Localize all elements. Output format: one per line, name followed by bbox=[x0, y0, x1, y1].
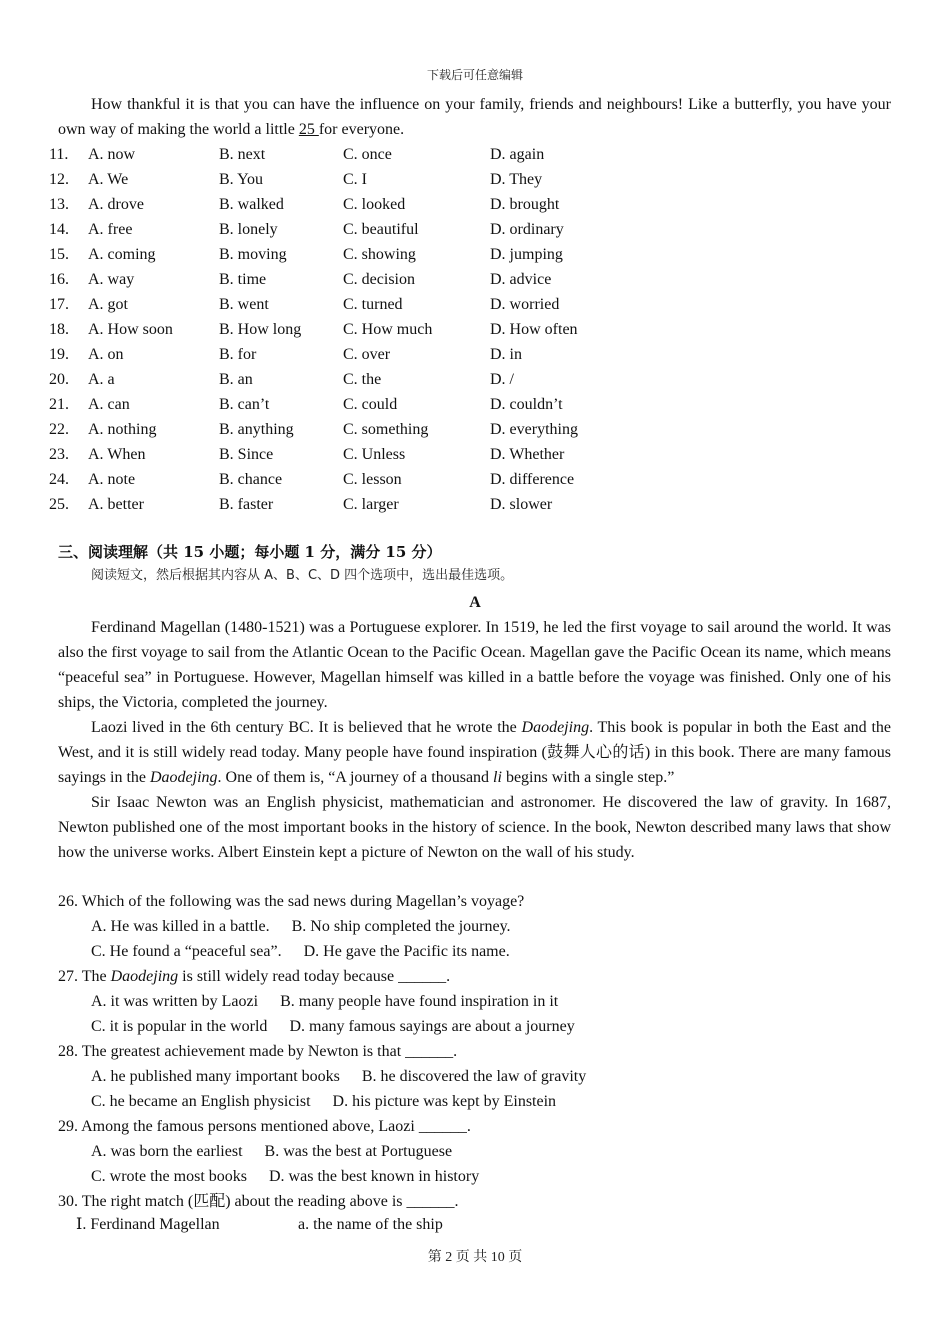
question-number: 14. bbox=[49, 221, 69, 238]
option-c: C. over bbox=[343, 346, 391, 363]
option-a: A. a bbox=[88, 371, 115, 388]
option-a: A. When bbox=[88, 446, 146, 463]
option-c: C. wrote the most books bbox=[91, 1168, 247, 1185]
question-number: 24. bbox=[49, 471, 69, 488]
option-a: A. He was killed in a battle. bbox=[91, 918, 270, 935]
p2-text: begins with a single step.” bbox=[501, 769, 675, 786]
question-26: 26. Which of the following was the sad news during Magellan’s voyage? bbox=[58, 893, 525, 910]
question-29: 29. Among the famous persons mentioned above, Laozi ______. bbox=[58, 1118, 471, 1135]
option-b: B. for bbox=[219, 346, 257, 363]
question-number: 25. bbox=[49, 496, 69, 513]
option-b: B. an bbox=[219, 371, 253, 388]
option-a: A. note bbox=[88, 471, 136, 488]
cloze-question-row bbox=[0, 317, 950, 342]
option-a: A. he published many important books bbox=[91, 1068, 340, 1085]
option-a: A. can bbox=[88, 396, 130, 413]
option-c: C. beautiful bbox=[343, 221, 419, 238]
option-d: D. How often bbox=[490, 321, 578, 338]
cloze-question-row bbox=[0, 342, 950, 367]
cloze-question-row bbox=[0, 367, 950, 392]
option-d: D. worried bbox=[490, 296, 560, 313]
option-a: A. We bbox=[88, 171, 129, 188]
section-instruction: 阅读短文，然后根据其内容从 A、B、C、D 四个选项中，选出最佳选项。 bbox=[91, 568, 514, 583]
question-number: 23. bbox=[49, 446, 69, 463]
option-b: B. anything bbox=[219, 421, 294, 438]
option-a: A. it was written by Laozi bbox=[91, 993, 259, 1010]
question-number: 11. bbox=[49, 146, 69, 163]
question-number: 15. bbox=[49, 246, 69, 263]
option-d: D. his picture was kept by Einstein bbox=[332, 1093, 557, 1110]
cloze-question-row bbox=[0, 492, 950, 517]
match-left-item: Ⅰ. Ferdinand Magellan bbox=[76, 1216, 220, 1233]
option-b: B. Since bbox=[219, 446, 274, 463]
option-d: D. everything bbox=[490, 421, 578, 438]
question-28-options-row2 bbox=[91, 1089, 556, 1114]
option-a: A. drove bbox=[88, 196, 144, 213]
question-number: 18. bbox=[49, 321, 69, 338]
blank-25: 25 bbox=[298, 121, 319, 138]
option-a: A. now bbox=[88, 146, 136, 163]
option-d: D. Whether bbox=[490, 446, 565, 463]
cloze-question-row bbox=[0, 417, 950, 442]
option-b: B. chance bbox=[219, 471, 283, 488]
option-a: A. How soon bbox=[88, 321, 173, 338]
cloze-question-row bbox=[0, 192, 950, 217]
option-a: A. nothing bbox=[88, 421, 157, 438]
intro-text-end: for everyone. bbox=[318, 121, 405, 138]
question-26-options-row1 bbox=[91, 914, 511, 939]
option-d: D. many famous sayings are about a journey bbox=[289, 1018, 575, 1035]
option-d: D. He gave the Pacific its name. bbox=[303, 943, 510, 960]
question-28-options-row1 bbox=[91, 1064, 586, 1089]
option-b: B. moving bbox=[219, 246, 287, 263]
passage-paragraph-magellan: Ferdinand Magellan (1480-1521) was a Portuguese explorer. In 1519, he led the first voyage to sail around the world. It was also the first voyage to sail from the Atlantic Ocean to the Pacific Ocean. Magellan gave the Pacific Ocean its name, which means “peaceful sea” in Portuguese. However, Magellan himself was killed in a battle before the voyage was finished. Only one of his ships, the Victoria, completed the journey. bbox=[58, 619, 891, 711]
option-a: A. was born the earliest bbox=[91, 1143, 243, 1160]
question-27-options-row2 bbox=[91, 1014, 575, 1039]
option-c: C. the bbox=[343, 371, 382, 388]
option-a: A. free bbox=[88, 221, 133, 238]
question-number: 16. bbox=[49, 271, 69, 288]
option-c: C. looked bbox=[343, 196, 406, 213]
page-header: 下载后可任意编辑 bbox=[426, 68, 523, 82]
p2-unit: li bbox=[493, 769, 502, 786]
option-c: C. decision bbox=[343, 271, 415, 288]
question-number: 21. bbox=[49, 396, 69, 413]
section-title: 三、阅读理解（共 15 小题；每小题 1 分，满分 15 分） bbox=[58, 543, 442, 561]
option-b: B. many people have found inspiration in it bbox=[280, 993, 559, 1010]
option-c: C. could bbox=[343, 396, 398, 413]
option-b: B. No ship completed the journey. bbox=[291, 918, 511, 935]
passage-paragraph-laozi bbox=[58, 715, 891, 790]
q27-book-title: Daodejing bbox=[110, 968, 179, 985]
option-a: A. on bbox=[88, 346, 124, 363]
intro-paragraph bbox=[58, 92, 891, 142]
option-d: D. / bbox=[490, 371, 514, 388]
option-b: B. was the best at Portuguese bbox=[264, 1143, 453, 1160]
option-b: B. faster bbox=[219, 496, 274, 513]
cloze-question-row bbox=[0, 392, 950, 417]
option-d: D. jumping bbox=[490, 246, 563, 263]
question-number: 20. bbox=[49, 371, 69, 388]
option-c: C. showing bbox=[343, 246, 416, 263]
passage-label: A bbox=[469, 594, 481, 611]
question-number: 12. bbox=[49, 171, 69, 188]
question-26-options-row2 bbox=[91, 939, 510, 964]
option-b: B. walked bbox=[219, 196, 284, 213]
cloze-question-row bbox=[0, 467, 950, 492]
option-c: C. larger bbox=[343, 496, 399, 513]
question-27 bbox=[58, 964, 450, 989]
question-number: 13. bbox=[49, 196, 69, 213]
option-d: D. difference bbox=[490, 471, 575, 488]
p2-text: Laozi lived in the 6th century BC. It is believed that he wrote the bbox=[91, 719, 522, 736]
q27-text: is still widely read today because ______. bbox=[178, 968, 451, 985]
option-c: C. lesson bbox=[343, 471, 402, 488]
option-a: A. better bbox=[88, 496, 144, 513]
cloze-options-list bbox=[0, 142, 950, 517]
option-c: C. it is popular in the world bbox=[91, 1018, 268, 1035]
p2-text: . One of them is, “A journey of a thousand bbox=[217, 769, 494, 786]
cloze-question-row bbox=[0, 242, 950, 267]
option-c: C. turned bbox=[343, 296, 403, 313]
cloze-question-row bbox=[0, 292, 950, 317]
question-number: 22. bbox=[49, 421, 69, 438]
option-a: A. got bbox=[88, 296, 128, 313]
p2-text: . This book is popular in both the East and the West, and it is still widely read today. Many people have found inspiration (鼓舞人心的话) in this book. There are many famous sayings in the bbox=[58, 719, 891, 786]
option-b: B. can’t bbox=[219, 396, 270, 413]
option-b: B. went bbox=[219, 296, 269, 313]
q27-text: 27. The bbox=[58, 968, 111, 985]
p2-book-title: Daodejing bbox=[150, 769, 218, 786]
option-d: D. couldn’t bbox=[490, 396, 563, 413]
intro-text: How thankful it is that you can have the influence on your family, friends and neighbours! Like a butterfly, you have your own way of making the world a little bbox=[58, 96, 891, 138]
cloze-question-row bbox=[0, 442, 950, 467]
cloze-question-row bbox=[0, 167, 950, 192]
p2-book-title: Daodejing bbox=[521, 719, 590, 736]
question-number: 17. bbox=[49, 296, 69, 313]
option-b: B. lonely bbox=[219, 221, 278, 238]
option-b: B. next bbox=[219, 146, 266, 163]
cloze-question-row bbox=[0, 267, 950, 292]
option-b: B. How long bbox=[219, 321, 302, 338]
question-29-options-row2 bbox=[91, 1164, 479, 1189]
question-number: 19. bbox=[49, 346, 69, 363]
option-c: C. something bbox=[343, 421, 429, 438]
option-c: C. He found a “peaceful sea”. bbox=[91, 943, 282, 960]
option-d: D. ordinary bbox=[490, 221, 564, 238]
option-d: D. slower bbox=[490, 496, 553, 513]
option-d: D. again bbox=[490, 146, 545, 163]
question-27-options-row1 bbox=[91, 989, 558, 1014]
passage-paragraph-newton: Sir Isaac Newton was an English physicist, mathematician and astronomer. He discovered the law of gravity. In 1687, Newton published one of the most important books in the history of science. In the book, Newton described many laws that show how the universe works. Albert Einstein kept a picture of Newton on the wall of his study. bbox=[58, 794, 891, 861]
option-c: C. once bbox=[343, 146, 392, 163]
option-b: B. he discovered the law of gravity bbox=[361, 1068, 587, 1085]
option-c: C. Unless bbox=[343, 446, 406, 463]
option-c: C. How much bbox=[343, 321, 433, 338]
match-right-item: a. the name of the ship bbox=[298, 1216, 443, 1233]
option-b: B. You bbox=[219, 171, 264, 188]
question-30-match-row bbox=[76, 1212, 443, 1237]
question-30: 30. The right match (匹配) about the reading above is ______. bbox=[58, 1193, 459, 1210]
option-c: C. I bbox=[343, 171, 367, 188]
question-29-options-row1 bbox=[91, 1139, 452, 1164]
cloze-question-row bbox=[0, 142, 950, 167]
option-b: B. time bbox=[219, 271, 267, 288]
option-d: D. They bbox=[490, 171, 543, 188]
question-28: 28. The greatest achievement made by Newton is that ______. bbox=[58, 1043, 458, 1060]
option-d: D. brought bbox=[490, 196, 560, 213]
page-footer: 第 2 页 共 10 页 bbox=[427, 1250, 523, 1265]
option-a: A. way bbox=[88, 271, 135, 288]
cloze-question-row bbox=[0, 217, 950, 242]
option-d: D. was the best known in history bbox=[269, 1168, 480, 1185]
option-c: C. he became an English physicist bbox=[91, 1093, 311, 1110]
option-d: D. advice bbox=[490, 271, 552, 288]
option-d: D. in bbox=[490, 346, 522, 363]
option-a: A. coming bbox=[88, 246, 156, 263]
